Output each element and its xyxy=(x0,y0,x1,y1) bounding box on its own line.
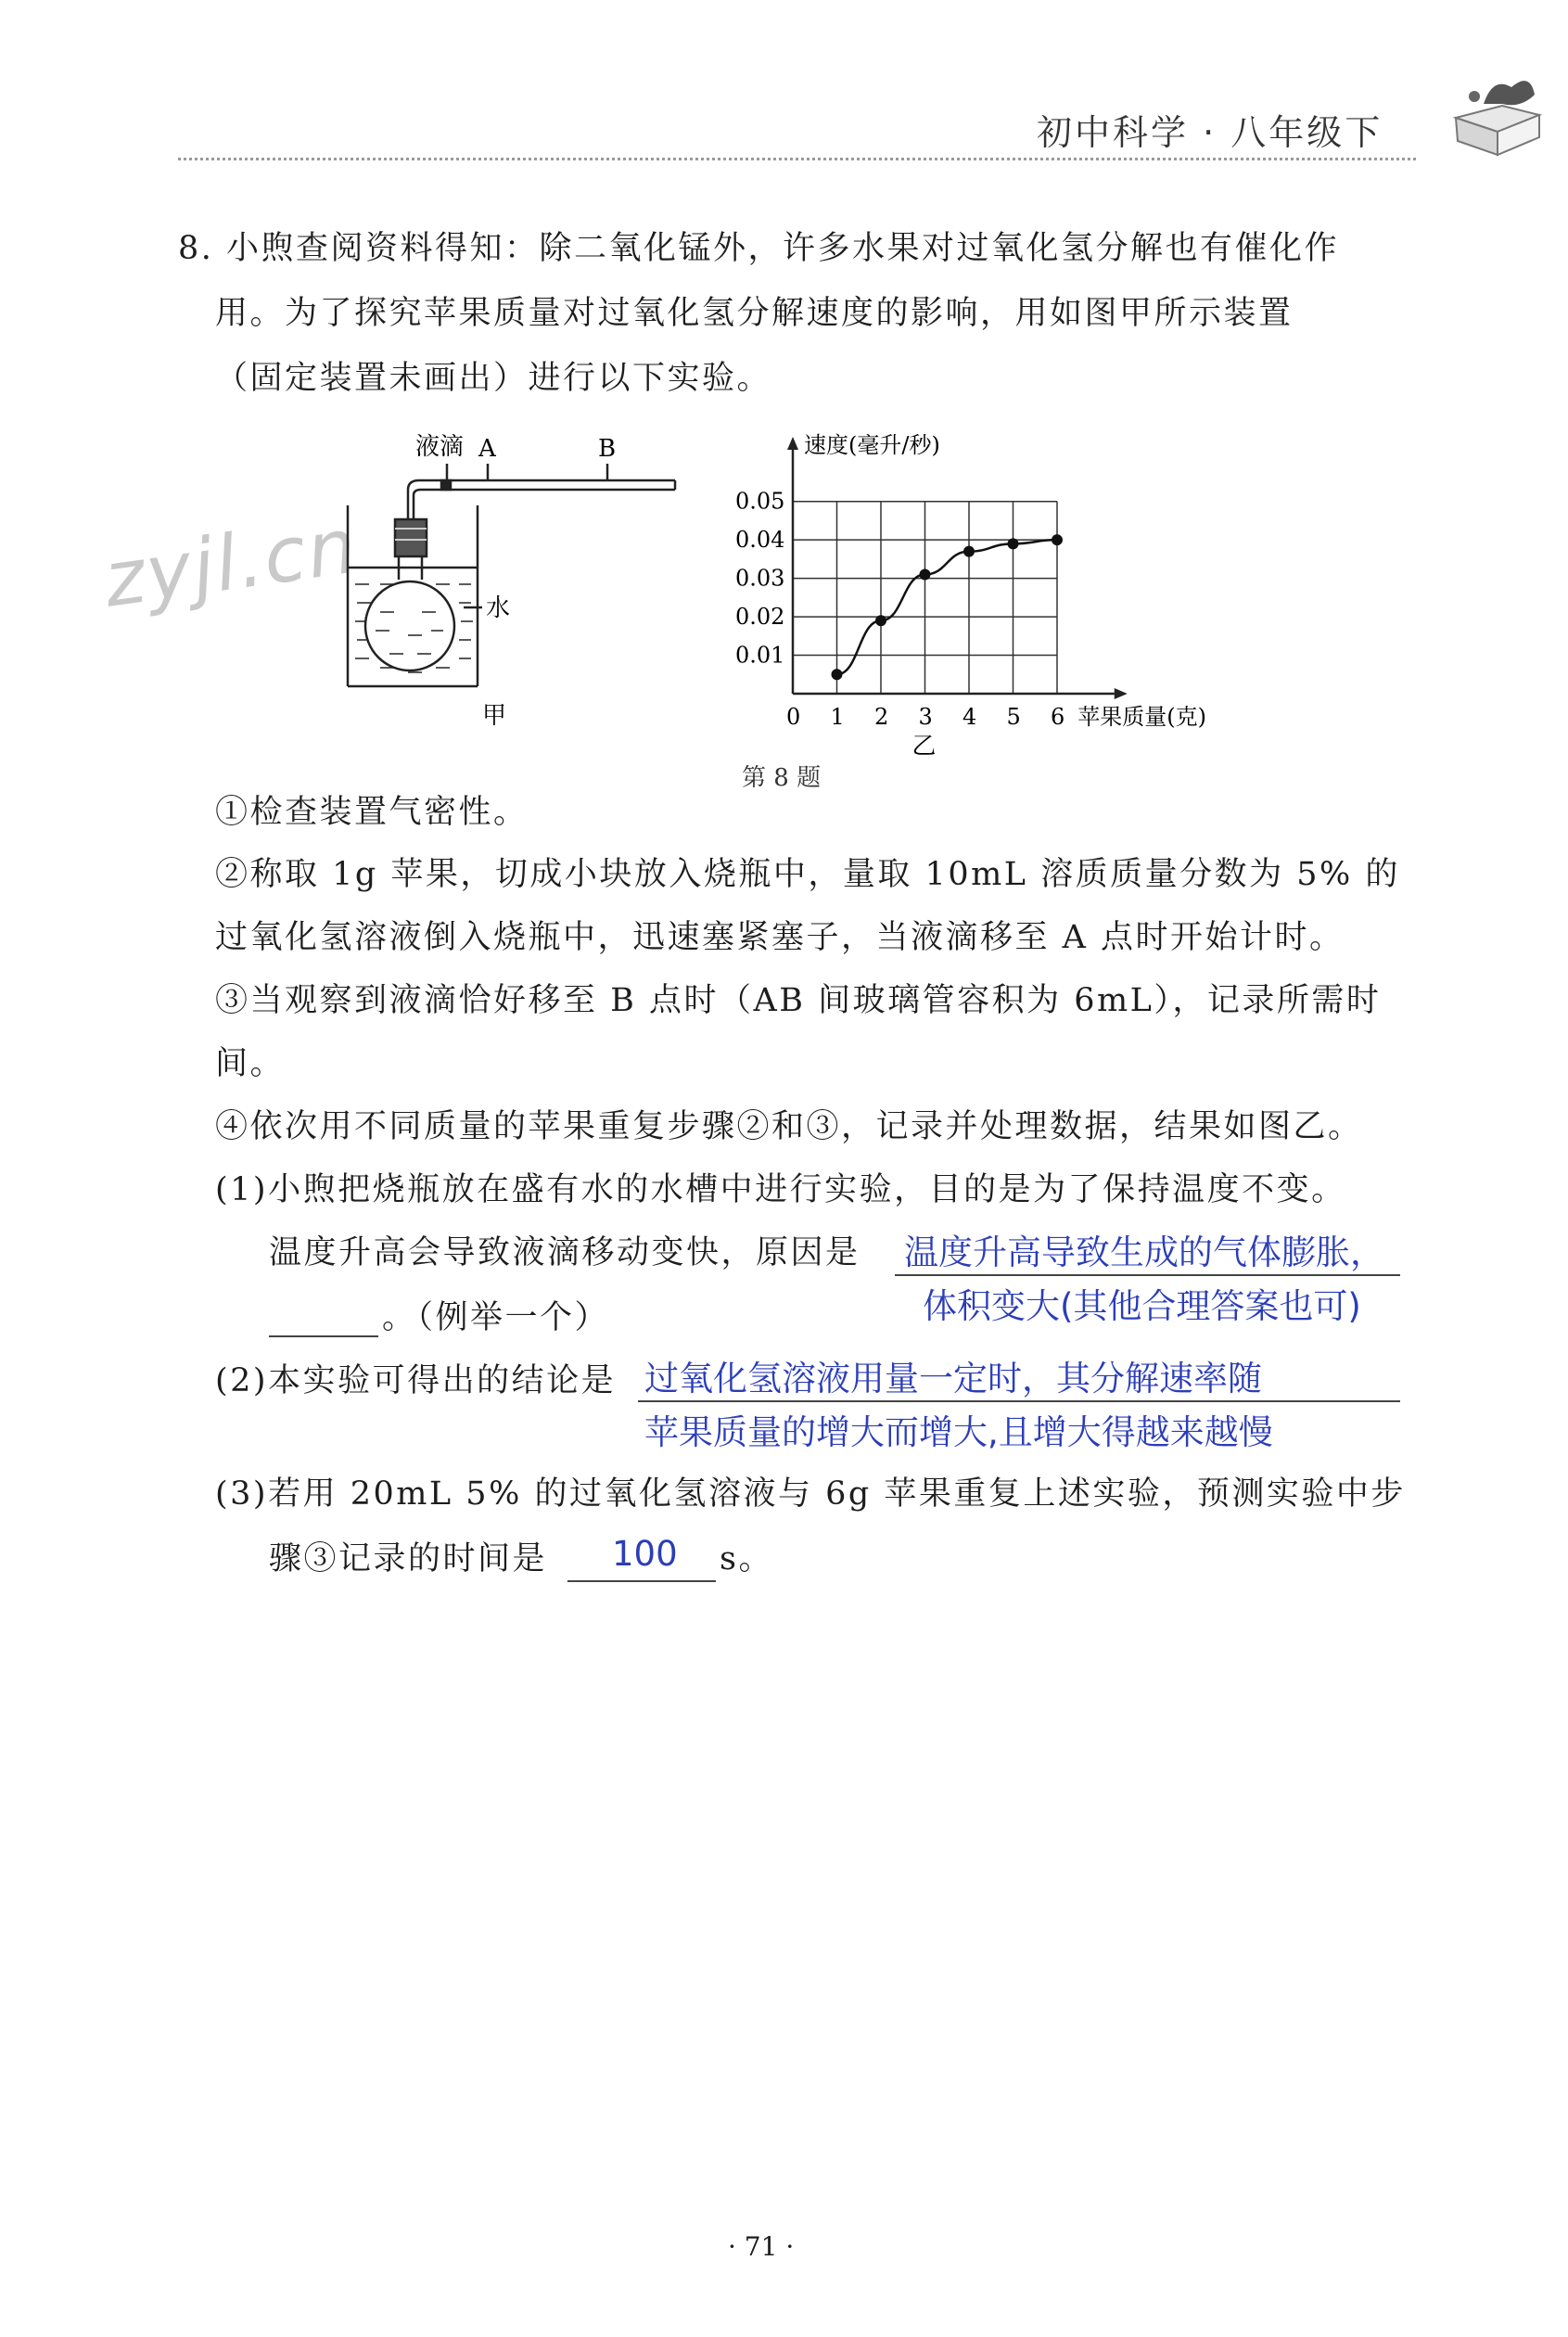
x-tick-label: 5 xyxy=(1006,704,1021,730)
data-point xyxy=(963,546,975,557)
y-tick-label: 0.04 xyxy=(735,527,785,554)
answer-1-blank-tail xyxy=(269,1335,378,1337)
x-axis-label: 苹果质量(克) xyxy=(1077,704,1206,730)
subq-3-line-1: (3)若用 20mL 5% 的过氧化氢溶液与 6g 苹果重复上述实验，预测实验中步 xyxy=(215,1475,1406,1513)
water-label: 水 xyxy=(486,594,511,622)
step-2-line-1: ②称取 1g 苹果，切成小块放入烧瓶中，量取 10mL 溶质质量分数为 5% 的 xyxy=(215,856,1400,893)
question-line-2: 用。为了探究苹果质量对过氧化氢分解速度的影响，用如图甲所示装置 xyxy=(215,295,1294,332)
step-3-line-1: ③当观察到液滴恰好移至 B 点时（AB 间玻璃管容积为 6mL），记录所需时 xyxy=(215,982,1382,1019)
y-tick-label: 0.05 xyxy=(735,488,785,515)
data-point xyxy=(920,568,931,580)
x-tick-label: 3 xyxy=(918,704,933,730)
x-tick-label: 0 xyxy=(786,704,801,730)
step-3-line-2: 间。 xyxy=(215,1045,286,1082)
answer-1-line-1: 温度升高导致生成的气体膨胀， xyxy=(904,1232,1384,1272)
data-point xyxy=(1052,534,1063,545)
apparatus-diagram xyxy=(348,464,675,686)
x-tick-label: 4 xyxy=(962,704,977,730)
question-line-1: 8. 小煦查阅资料得知：除二氧化锰外，许多水果对过氧化氢分解也有催化作 xyxy=(178,230,1340,267)
subq-1-line-2: 温度升高会导致液滴移动变快，原因是 xyxy=(269,1234,860,1271)
subq-3-line-2-suffix: s。 xyxy=(720,1540,773,1577)
answer-3: 100 xyxy=(612,1534,678,1574)
chart-caption: 乙 xyxy=(911,733,937,760)
subq-2-line-1: (2)本实验可得出的结论是 xyxy=(215,1362,617,1399)
answer-1-blank xyxy=(895,1274,1400,1276)
step-1: ①检查装置气密性。 xyxy=(215,794,529,831)
data-point xyxy=(1008,538,1019,549)
subq-1-line-1: (1)小煦把烧瓶放在盛有水的水槽中进行实验，目的是为了保持温度不变。 xyxy=(215,1171,1346,1208)
y-tick-label: 0.01 xyxy=(735,642,785,669)
header-title: 初中科学 · 八年级下 xyxy=(1037,112,1383,153)
step-2-line-2: 过氧化氢溶液倒入烧瓶中，迅速塞紧塞子，当液滴移至 A 点时开始计时。 xyxy=(215,919,1345,956)
data-point xyxy=(875,615,886,626)
point-a-label: A xyxy=(478,435,496,463)
x-tick-label: 1 xyxy=(830,704,845,730)
figure-8 xyxy=(0,0,1568,816)
answer-2-line-1: 过氧化氢溶液用量一定时，其分解速率随 xyxy=(644,1359,1262,1398)
answer-3-blank xyxy=(567,1580,716,1582)
answer-2-line-2: 苹果质量的增大而增大,且增大得越来越慢 xyxy=(644,1412,1273,1452)
data-point xyxy=(832,669,843,680)
step-4: ④依次用不同质量的苹果重复步骤②和③，记录并处理数据，结果如图乙。 xyxy=(215,1108,1363,1145)
droplet-label: 液滴 xyxy=(415,433,465,461)
x-tick-label: 2 xyxy=(874,704,889,730)
point-b-label: B xyxy=(598,435,617,463)
subq-1-line-3: 。（例举一个） xyxy=(382,1299,610,1336)
question-line-3: （固定装置未画出）进行以下实验。 xyxy=(215,360,772,397)
page-number: · 71 · xyxy=(728,2231,795,2262)
subq-3-line-2-prefix: 骤③记录的时间是 xyxy=(269,1540,548,1577)
y-tick-label: 0.02 xyxy=(735,604,785,631)
y-axis-arrow-icon xyxy=(787,437,798,450)
answer-2-blank xyxy=(638,1400,1400,1402)
series-line xyxy=(837,540,1058,674)
x-axis-arrow-icon xyxy=(1115,688,1128,699)
rate-vs-mass-chart xyxy=(735,432,1206,760)
figure-caption: 第 8 题 xyxy=(742,764,822,792)
answer-1-line-2: 体积变大(其他合理答案也可) xyxy=(923,1286,1361,1326)
y-axis-label: 速度(毫升/秒) xyxy=(804,432,940,458)
watermark: zyjl.cn xyxy=(98,502,363,625)
figure-a-label: 甲 xyxy=(482,702,507,730)
x-tick-label: 6 xyxy=(1051,704,1065,730)
y-tick-label: 0.03 xyxy=(735,565,785,592)
